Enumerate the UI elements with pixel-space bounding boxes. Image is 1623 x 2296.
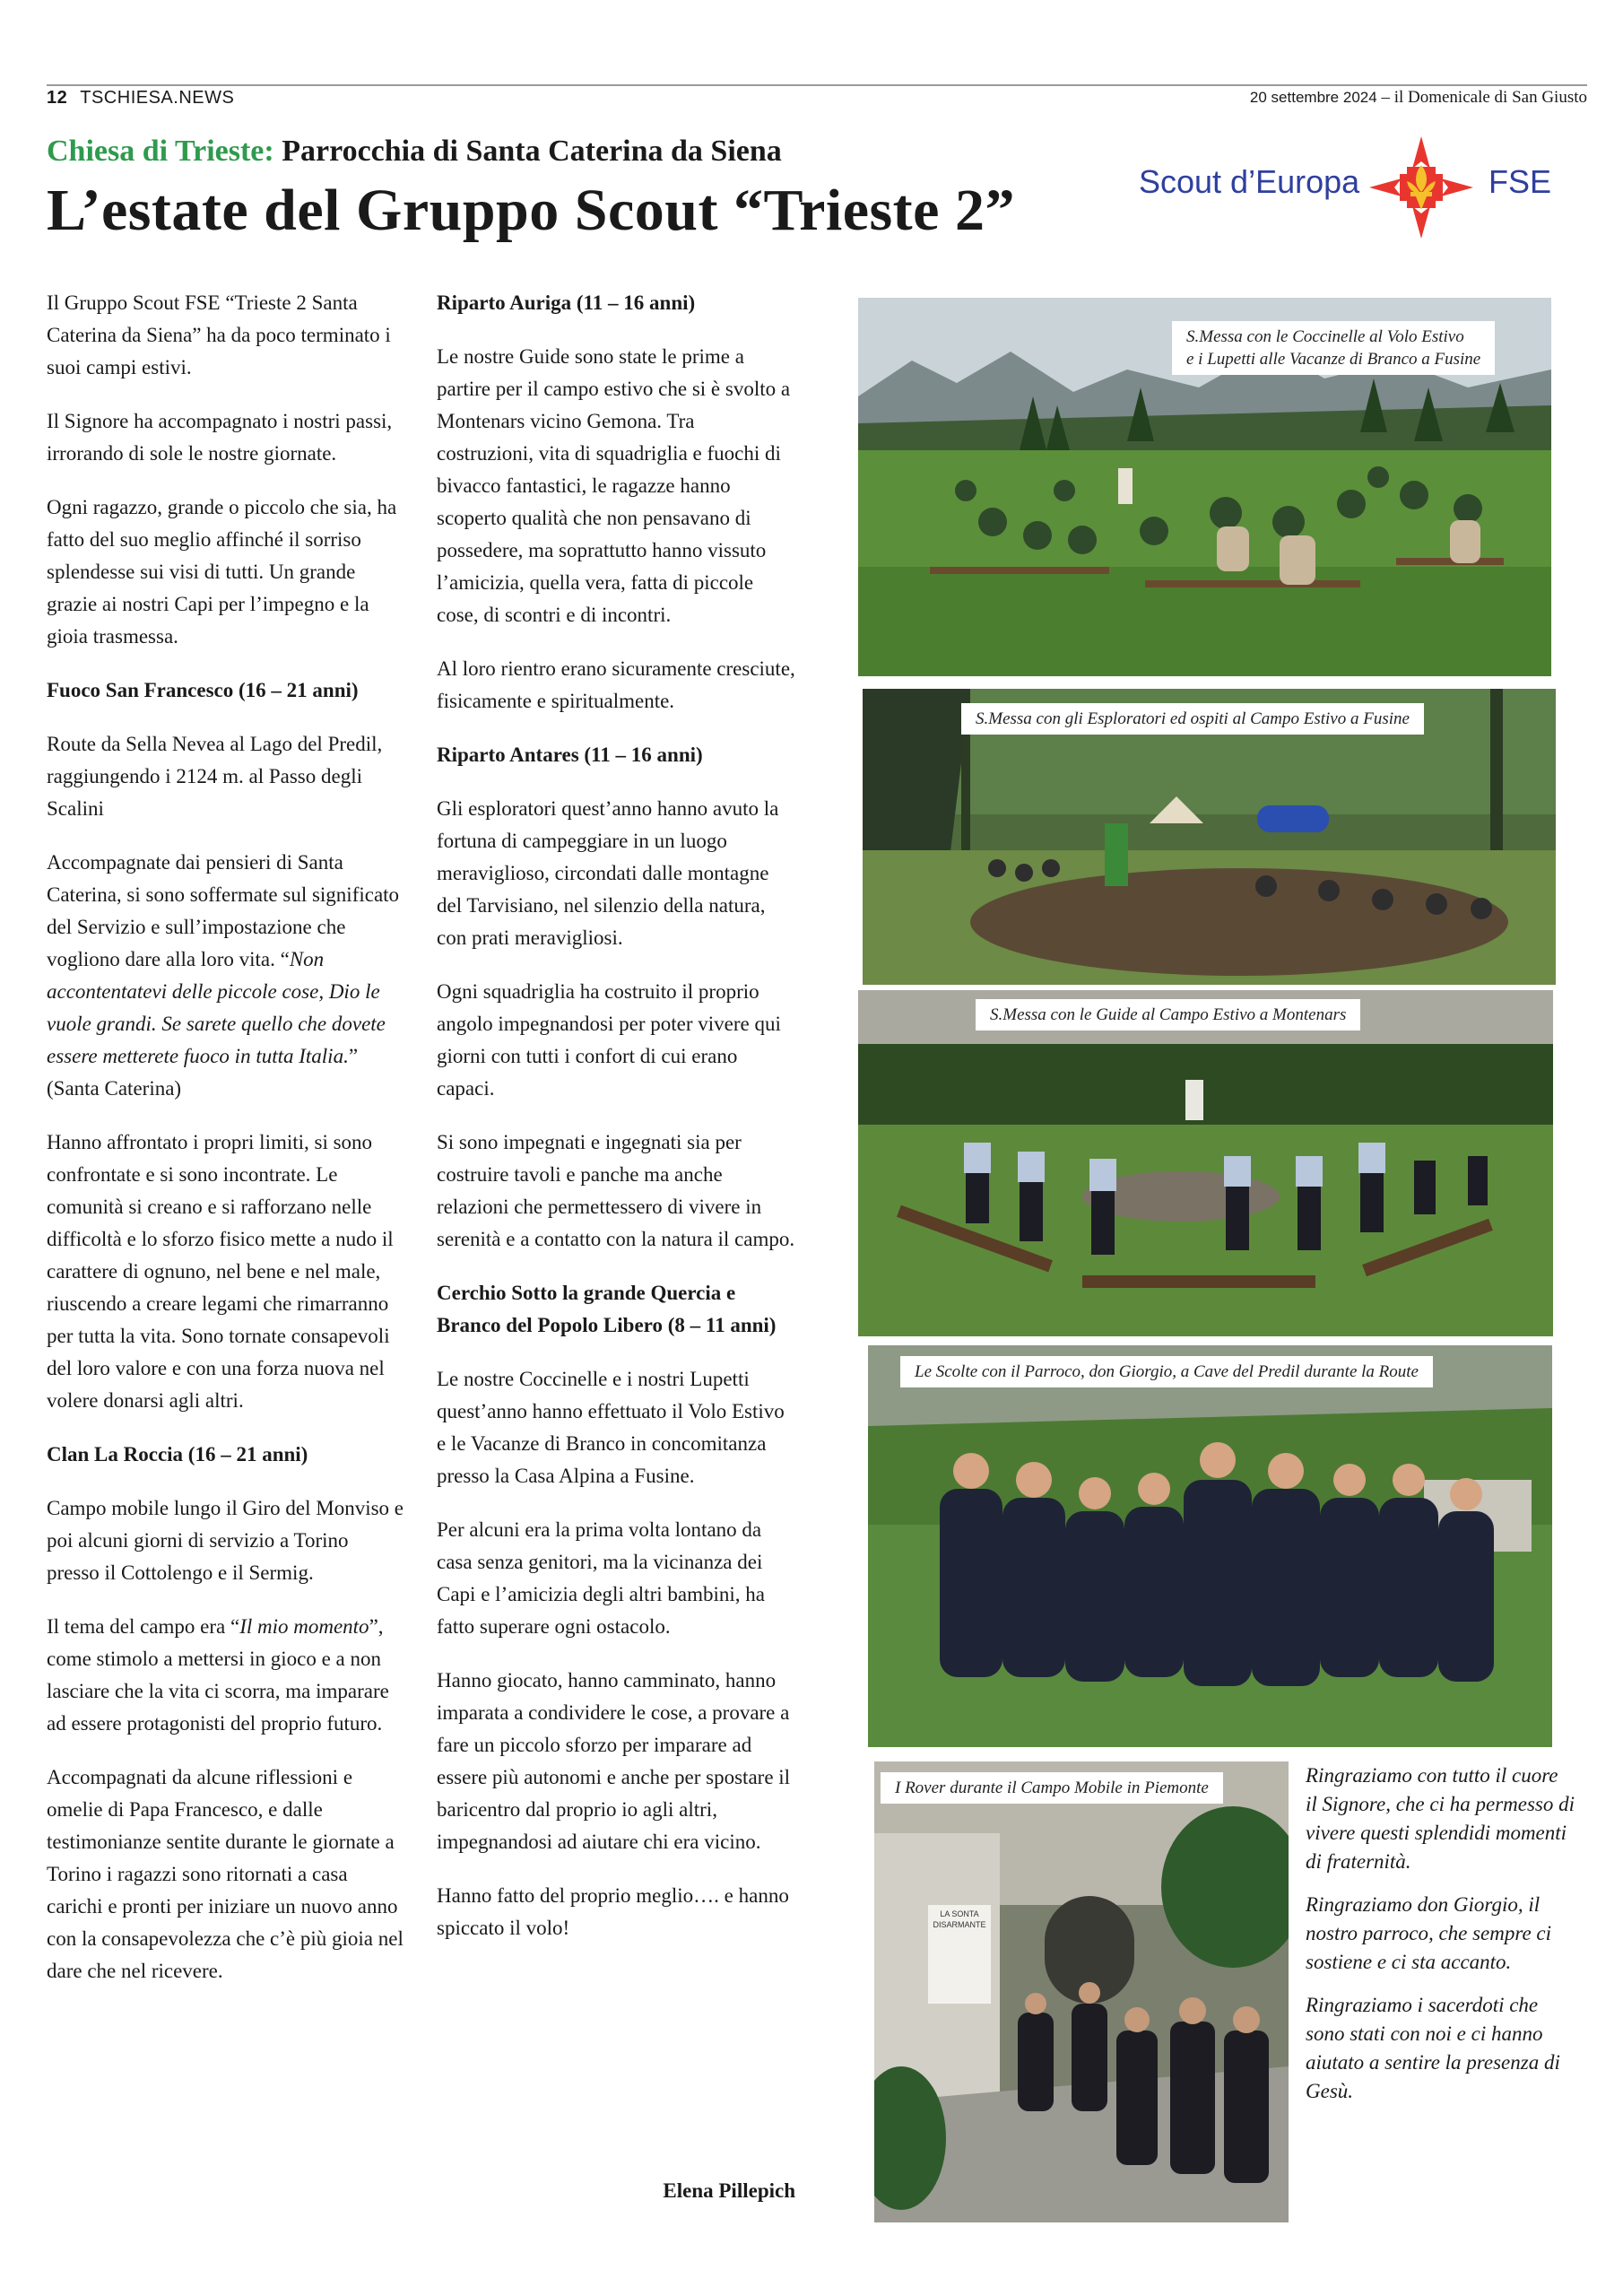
sign-text: LA SONTA DISARMANTE (933, 1909, 986, 1929)
photo-mass-guide (858, 990, 1553, 1336)
clan-heading: Clan La Roccia (16 – 21 anni) (47, 1443, 308, 1465)
intro-paragraph-1: Il Gruppo Scout FSE “Trieste 2 Santa Caterina da Siena” ha da poco terminato i suoi campi estivi. (47, 291, 391, 378)
antares-paragraph-1: Gli esploratori quest’anno hanno avuto la fortuna di campeggiare in un luogo meraviglioso, circondati dalle montagne del Tarvisiano, nel silenzio della natura, con prati meravigliosi. (437, 797, 779, 949)
caption-photo-1-line1: S.Messa con le Coccinelle al Volo Estivo (1186, 327, 1464, 346)
fuoco-paragraph-1: Route da Sella Nevea al Lago del Predil, raggiungendo i 2124 m. al Passo degli Scalini (47, 733, 383, 820)
antares-paragraph-2: Ogni squadriglia ha costruito il proprio angolo impegnandosi per poter vivere qui giorni con tutti i confort di cui erano capaci. (437, 980, 781, 1100)
photo-rover-piemonte (874, 1761, 1289, 2222)
fuoco-paragraph-3: Hanno affrontato i propri limiti, si sono confrontate e si sono incontrate. Le comunità si creano e si rafforzano nelle difficoltà e lo sforzo fisico mette a nudo il carattere di ognuno, nel bene e nel male, riuscendo a creare legami che rimarranno per tutta la vita. Sono tornate consapevoli del loro valore e con una forza nuova nel volere donarsi agli altri. (47, 1131, 394, 1412)
caption-photo-2-line1: S.Messa con gli Esploratori ed ospiti al Campo Estivo a Fusine (976, 709, 1410, 728)
issue-date: 20 settembre 2024 (1249, 89, 1377, 106)
cerchio-paragraph-2: Per alcuni era la prima volta lontano da casa senza genitori, ma la vicinanza dei Capi e l’amicizia degli altri bambini, ha fatto superare ogni ostacolo. (437, 1518, 765, 1638)
clan-theme: Il mio momento (239, 1615, 369, 1638)
caption-photo-5-line1: I Rover durante il Campo Mobile in Piemonte (895, 1779, 1209, 1797)
fuoco-lead: Accompagnate dai pensieri di Santa Caterina, si sono soffermate sul significato del Servizio e sull’impostazione che vogliono dare alla loro vita. “ (47, 851, 400, 970)
article-kicker (47, 135, 782, 169)
scout-europa-logo (1139, 135, 1587, 242)
antares-heading: Riparto Antares (11 – 16 anni) (437, 744, 703, 766)
clan-paragraph-2 (47, 1611, 405, 1740)
auriga-heading: Riparto Auriga (11 – 16 anni) (437, 291, 696, 314)
thanks-paragraph-1: Ringraziamo con tutto il cuore il Signore, che ci ha permesso di vivere questi splendidi momenti di fraternità. (1306, 1764, 1575, 1873)
logo-left-text: Scout d’Europa (1139, 163, 1360, 200)
intro-paragraph-2: Il Signore ha accompagnato i nostri passi, irrorando di sole le nostre giornate. (47, 410, 393, 465)
caterina-quote: Non accontentatevi delle piccole cose, Dio le vuole grandi. Se sarete quello che dovete essere metterete fuoco in tutta Italia. (47, 948, 386, 1067)
caption-photo-2 (961, 703, 1424, 735)
fuoco-attribution: ” (Santa Caterina) (47, 1045, 359, 1100)
auriga-paragraph-1: Le nostre Guide sono state le prime a partire per il campo estivo che si è svolto a Montenars vicino Gemona. Tra costruzioni, vita di squadriglia e fuochi di bivacco fantastici, le ragazze hanno scoperto qualità che non pensavano di possedere, ma soprattutto hanno vissuto l’amicizia, quella vera, fatta di piccole cose, di scontri e di incontri. (437, 345, 791, 626)
caption-photo-4-line1: Le Scolte con il Parroco, don Giorgio, a Cave del Predil durante la Route (915, 1362, 1419, 1381)
header-separator: – (1376, 88, 1394, 107)
kicker-place: Chiesa di Trieste: (47, 135, 274, 168)
cerchio-paragraph-1: Le nostre Coccinelle e i nostri Lupetti quest’anno hanno effettuato il Volo Estivo e le Vacanze di Branco in concomitanza presso la Casa Alpina a Fusine. (437, 1368, 785, 1487)
logo-right-text: FSE (1488, 163, 1552, 200)
clan-paragraph-3: Accompagnati da alcune riflessioni e omelie di Papa Francesco, e dalle testimonianze sentite durante le giornate a Torino i ragazzi sono ritornati a casa carichi e pronti per iniziare un nuovo anno con la consapevolezza che c’è più gioia nel dare che nel ricevere. (47, 1766, 404, 1982)
photo-scolte-parroco (868, 1345, 1552, 1747)
header-rule (47, 84, 1587, 86)
thanks-box (1306, 1761, 1575, 2120)
publication-name: il Domenicale di San Giusto (1393, 88, 1587, 107)
article-column-1 (47, 287, 405, 2009)
caption-photo-4 (900, 1356, 1433, 1387)
clan-lead: Il tema del campo era “ (47, 1615, 240, 1638)
antares-paragraph-3: Si sono impegnati e ingegnati sia per costruire tavoli e panche ma anche relazioni che permettessero di vivere in serenità e a contatto con la natura il campo. (437, 1131, 795, 1250)
fuoco-heading: Fuoco San Francesco (16 – 21 anni) (47, 679, 359, 701)
caption-photo-5 (881, 1772, 1223, 1804)
thanks-paragraph-3: Ringraziamo i sacerdoti che sono stati con noi e ci hanno aiutato a sentire la presenza di Gesù. (1306, 1994, 1560, 2102)
cerchio-heading: Cerchio Sotto la grande Quercia e Branco del Popolo Libero (8 – 11 anni) (437, 1282, 777, 1336)
caption-photo-3 (976, 999, 1360, 1031)
auriga-paragraph-2: Al loro rientro erano sicuramente cresciute, fisicamente e spiritualmente. (437, 657, 795, 712)
cerchio-paragraph-4: Hanno fatto del proprio meglio…. e hanno spiccato il volo! (437, 1884, 789, 1939)
fuoco-paragraph-2 (47, 847, 405, 1105)
caption-photo-3-line1: S.Messa con le Guide al Campo Estivo a Montenars (990, 1005, 1347, 1024)
article-author: Elena Pillepich (663, 2179, 795, 2202)
cerchio-paragraph-3: Hanno giocato, hanno camminato, hanno imparata a condividere le cose, a provare a fare un piccolo sforzo per imparare ad essere più autonomi e anche per spostare il baricentro dal proprio io agli altri, impegnandosi ad aiutare chi era vicino. (437, 1669, 791, 1853)
article-column-2 (437, 287, 795, 1966)
header-left (47, 88, 234, 109)
article-title: L’estate del Gruppo Scout “Trieste 2” (47, 178, 1015, 243)
caption-photo-1 (1172, 321, 1495, 375)
scout-cross-icon (1367, 135, 1475, 240)
thanks-paragraph-2: Ringraziamo don Giorgio, il nostro parroco, che sempre ci sostiene e ci sta accanto. (1306, 1893, 1552, 1973)
intro-paragraph-3: Ogni ragazzo, grande o piccolo che sia, ha fatto del suo meglio affinché il sorriso splendesse sui visi di tutti. Un grande grazie ai nostri Capi per l’impegno e la gioia trasmessa. (47, 496, 397, 648)
header-right (1250, 88, 1587, 108)
clan-tail: ”, come stimolo a mettersi in gioco e a non lasciare che la vita ci scorra, ma imparare ad essere protagonisti del proprio futuro. (47, 1615, 389, 1735)
site-name: TSCHIESA.NEWS (80, 88, 235, 108)
clan-paragraph-1: Campo mobile lungo il Giro del Monviso e poi alcuni giorni di servizio a Torino presso il Cottolengo e il Sermig. (47, 1497, 404, 1584)
page-number: 12 (47, 88, 68, 108)
caption-photo-1-line2: e i Lupetti alle Vacanze di Branco a Fusine (1186, 350, 1481, 369)
kicker-parish: Parrocchia di Santa Caterina da Siena (273, 135, 782, 168)
